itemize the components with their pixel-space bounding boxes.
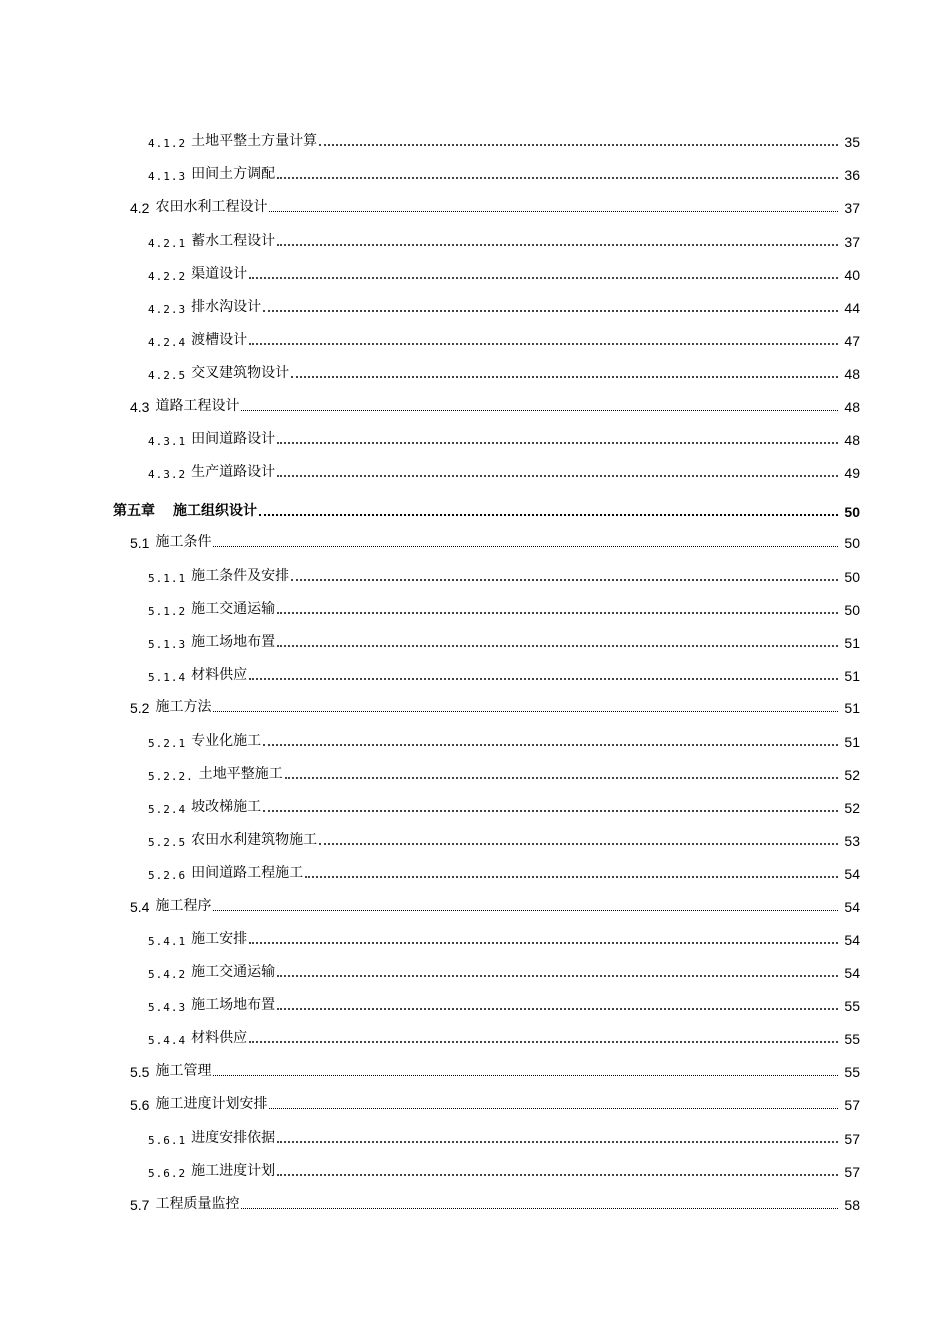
toc-entry-title: 坡改梯施工 bbox=[191, 799, 262, 815]
toc-entry-page: 54 bbox=[844, 866, 860, 882]
dot-leader bbox=[249, 343, 838, 345]
toc-entry-title: 田间道路设计 bbox=[191, 431, 276, 447]
dot-leader bbox=[277, 612, 838, 614]
toc-entry-page: 50 bbox=[844, 569, 860, 585]
toc-entry-page: 47 bbox=[844, 333, 860, 349]
dot-leader bbox=[263, 810, 838, 812]
toc-entry[interactable] bbox=[0, 224, 950, 250]
toc-entry-title: 田间土方调配 bbox=[191, 166, 276, 182]
dot-leader bbox=[285, 777, 838, 779]
toc-entry[interactable] bbox=[0, 1021, 950, 1047]
toc-entry-number: 5.2.5 bbox=[148, 836, 187, 849]
toc-entry-title: 土地平整施工 bbox=[198, 766, 283, 782]
dot-leader bbox=[241, 1208, 838, 1209]
toc-entry-number: 5.6.2 bbox=[148, 1167, 187, 1180]
toc-entry[interactable] bbox=[0, 757, 950, 783]
toc-entry[interactable] bbox=[0, 257, 950, 283]
toc-entry-number: 5.2 bbox=[130, 700, 150, 716]
dot-leader bbox=[249, 678, 838, 680]
toc-entry-title: 生产道路设计 bbox=[191, 464, 276, 480]
toc-entry-title: 土地平整土方量计算 bbox=[191, 133, 318, 149]
toc-entry[interactable] bbox=[0, 823, 950, 849]
toc-entry-number: 5.1.2 bbox=[148, 605, 187, 618]
dot-leader bbox=[213, 1075, 838, 1076]
toc-entry-page: 57 bbox=[844, 1164, 860, 1180]
toc-entry-page: 48 bbox=[844, 366, 860, 382]
toc-entry[interactable] bbox=[0, 625, 950, 651]
toc-entry-number: 5.5 bbox=[130, 1064, 150, 1080]
toc-entry[interactable] bbox=[0, 955, 950, 981]
toc-entry-page: 54 bbox=[844, 932, 860, 948]
dot-leader bbox=[269, 1108, 838, 1109]
toc-entry-title: 施工组织设计 bbox=[173, 503, 257, 519]
toc-entry-page: 57 bbox=[844, 1097, 860, 1113]
toc-entry-number: 4.3 bbox=[130, 399, 150, 415]
toc-entry-number: 5.4.1 bbox=[148, 935, 187, 948]
toc-entry-page: 55 bbox=[844, 1031, 860, 1047]
toc-entry-title: 工程质量监控 bbox=[155, 1196, 240, 1212]
toc-entry[interactable] bbox=[0, 1187, 950, 1213]
toc-entry-number: 5.4.4 bbox=[148, 1034, 187, 1047]
toc-entry[interactable] bbox=[0, 1121, 950, 1147]
dot-leader bbox=[241, 410, 838, 411]
toc-entry-title: 材料供应 bbox=[191, 1030, 248, 1046]
dot-leader bbox=[277, 1008, 838, 1010]
toc-entry-page: 40 bbox=[844, 267, 860, 283]
toc-entry-page: 55 bbox=[844, 1064, 860, 1080]
toc-entry-page: 52 bbox=[844, 767, 860, 783]
toc-entry-title: 施工场地布置 bbox=[191, 997, 276, 1013]
dot-leader bbox=[305, 876, 838, 878]
dot-leader bbox=[291, 376, 838, 378]
toc-entry[interactable] bbox=[0, 724, 950, 750]
toc-entry-page: 50 bbox=[844, 535, 860, 551]
toc-entry-title: 材料供应 bbox=[191, 667, 248, 683]
toc-entry-page: 51 bbox=[844, 668, 860, 684]
dot-leader bbox=[277, 645, 838, 647]
dot-leader bbox=[249, 1041, 838, 1043]
toc-entry[interactable] bbox=[0, 658, 950, 684]
toc-entry-title: 施工方法 bbox=[155, 699, 212, 715]
toc-entry-number: 5.4.2 bbox=[148, 968, 187, 981]
toc-entry-title: 施工程序 bbox=[155, 898, 212, 914]
toc-entry[interactable] bbox=[0, 988, 950, 1014]
dot-leader bbox=[249, 942, 838, 944]
toc-entry-page: 58 bbox=[844, 1197, 860, 1213]
toc-entry-number: 5.2.6 bbox=[148, 869, 187, 882]
toc-entry[interactable] bbox=[0, 856, 950, 882]
toc-entry[interactable] bbox=[0, 356, 950, 382]
toc-entry-number: 4.2.5 bbox=[148, 369, 187, 382]
toc-entry-page: 50 bbox=[844, 602, 860, 618]
toc-entry-page: 48 bbox=[844, 432, 860, 448]
dot-leader bbox=[213, 546, 838, 547]
toc-entry[interactable] bbox=[0, 922, 950, 948]
toc-entry-page: 57 bbox=[844, 1131, 860, 1147]
toc-entry[interactable] bbox=[0, 1154, 950, 1180]
dot-leader bbox=[319, 144, 838, 146]
toc-entry-number: 5.7 bbox=[130, 1197, 150, 1213]
toc-entry-number: 5.2.2. bbox=[148, 770, 194, 783]
toc-entry-page: 51 bbox=[844, 700, 860, 716]
toc-entry-title: 施工条件及安排 bbox=[191, 568, 290, 584]
toc-entry-number: 5.1.4 bbox=[148, 671, 187, 684]
toc-entry-title: 施工场地布置 bbox=[191, 634, 276, 650]
toc-entry-number: 5.4 bbox=[130, 899, 150, 915]
dot-leader bbox=[213, 910, 838, 911]
toc-entry-title: 道路工程设计 bbox=[155, 398, 240, 414]
dot-leader bbox=[277, 1141, 838, 1143]
toc-entry-page: 55 bbox=[844, 998, 860, 1014]
toc-entry[interactable] bbox=[0, 592, 950, 618]
toc-entry-number: 5.6.1 bbox=[148, 1134, 187, 1147]
toc-entry-page: 52 bbox=[844, 800, 860, 816]
dot-leader bbox=[263, 744, 838, 746]
toc-entry-number: 4.1.2 bbox=[148, 137, 187, 150]
dot-leader bbox=[269, 211, 838, 212]
toc-entry-number: 4.2.3 bbox=[148, 303, 187, 316]
toc-entry-number: 4.2 bbox=[130, 200, 150, 216]
dot-leader bbox=[277, 244, 838, 246]
toc-entry-title: 施工进度计划安排 bbox=[155, 1096, 268, 1112]
toc-entry-number: 4.2.2 bbox=[148, 270, 187, 283]
toc-entry[interactable] bbox=[0, 1054, 950, 1080]
toc-entry-title: 施工条件 bbox=[155, 534, 212, 550]
toc-entry-title: 施工管理 bbox=[155, 1063, 212, 1079]
toc-entry-title: 蓄水工程设计 bbox=[191, 233, 276, 249]
toc-entry-number: 5.6 bbox=[130, 1097, 150, 1113]
toc-entry[interactable] bbox=[0, 889, 950, 915]
toc-entry[interactable] bbox=[0, 494, 950, 520]
toc-entry-page: 36 bbox=[844, 167, 860, 183]
toc-entry-title: 渡槽设计 bbox=[191, 332, 248, 348]
toc-entry-title: 施工进度计划 bbox=[191, 1163, 276, 1179]
dot-leader bbox=[291, 579, 838, 581]
toc-entry-title: 农田水利工程设计 bbox=[155, 199, 268, 215]
dot-leader bbox=[277, 475, 838, 477]
toc-entry-page: 49 bbox=[844, 465, 860, 481]
toc-entry-page: 54 bbox=[844, 965, 860, 981]
toc-entry-number: 5.1 bbox=[130, 535, 150, 551]
toc-entry[interactable] bbox=[0, 455, 950, 481]
dot-leader bbox=[263, 310, 838, 312]
toc-entry[interactable] bbox=[0, 389, 950, 415]
toc-entry-number: 5.2.1 bbox=[148, 737, 187, 750]
toc-entry[interactable] bbox=[0, 559, 950, 585]
toc-entry-page: 51 bbox=[844, 635, 860, 651]
toc-entry-page: 48 bbox=[844, 399, 860, 415]
toc-entry-title: 施工交通运输 bbox=[191, 601, 276, 617]
toc-entry[interactable] bbox=[0, 190, 950, 216]
toc-entry-number: 第五章 bbox=[113, 503, 155, 519]
toc-entry-title: 施工交通运输 bbox=[191, 964, 276, 980]
toc-entry-page: 50 bbox=[844, 504, 860, 520]
toc-entry[interactable] bbox=[0, 525, 950, 551]
toc-entry-title: 渠道设计 bbox=[191, 266, 248, 282]
dot-leader bbox=[259, 514, 838, 516]
toc-entry-title: 田间道路工程施工 bbox=[191, 865, 304, 881]
toc-entry[interactable] bbox=[0, 422, 950, 448]
toc-entry[interactable] bbox=[0, 690, 950, 716]
toc-entry-title: 专业化施工 bbox=[191, 733, 262, 749]
toc-entry-page: 37 bbox=[844, 200, 860, 216]
toc-entry-number: 5.2.4 bbox=[148, 803, 187, 816]
toc-entry-number: 4.1.3 bbox=[148, 170, 187, 183]
toc-entry-title: 交叉建筑物设计 bbox=[191, 365, 290, 381]
toc-entry-page: 54 bbox=[844, 899, 860, 915]
toc-entry-page: 37 bbox=[844, 234, 860, 250]
toc-entry-number: 4.2.1 bbox=[148, 237, 187, 250]
toc-entry-number: 4.3.2 bbox=[148, 468, 187, 481]
toc-entry-title: 进度安排依据 bbox=[191, 1130, 276, 1146]
dot-leader bbox=[277, 177, 838, 179]
dot-leader bbox=[213, 711, 838, 712]
toc-entry-title: 排水沟设计 bbox=[191, 299, 262, 315]
dot-leader bbox=[319, 843, 838, 845]
dot-leader bbox=[277, 975, 838, 977]
toc-entry[interactable] bbox=[0, 124, 950, 150]
toc-entry[interactable] bbox=[0, 323, 950, 349]
toc-entry-page: 53 bbox=[844, 833, 860, 849]
toc-entry-title: 农田水利建筑物施工 bbox=[191, 832, 318, 848]
toc-entry-page: 44 bbox=[844, 300, 860, 316]
toc-entry-number: 5.4.3 bbox=[148, 1001, 187, 1014]
toc-entry[interactable] bbox=[0, 157, 950, 183]
dot-leader bbox=[277, 1174, 838, 1176]
toc-entry-number: 4.3.1 bbox=[148, 435, 187, 448]
toc-entry-page: 35 bbox=[844, 134, 860, 150]
toc-entry-number: 5.1.3 bbox=[148, 638, 187, 651]
toc-entry-number: 4.2.4 bbox=[148, 336, 187, 349]
toc-entry-page: 51 bbox=[844, 734, 860, 750]
toc-entry[interactable] bbox=[0, 290, 950, 316]
toc-entry[interactable] bbox=[0, 790, 950, 816]
toc-entry[interactable] bbox=[0, 1087, 950, 1113]
toc-entry-number: 5.1.1 bbox=[148, 572, 187, 585]
dot-leader bbox=[277, 442, 838, 444]
dot-leader bbox=[249, 277, 838, 279]
toc-entry-title: 施工安排 bbox=[191, 931, 248, 947]
